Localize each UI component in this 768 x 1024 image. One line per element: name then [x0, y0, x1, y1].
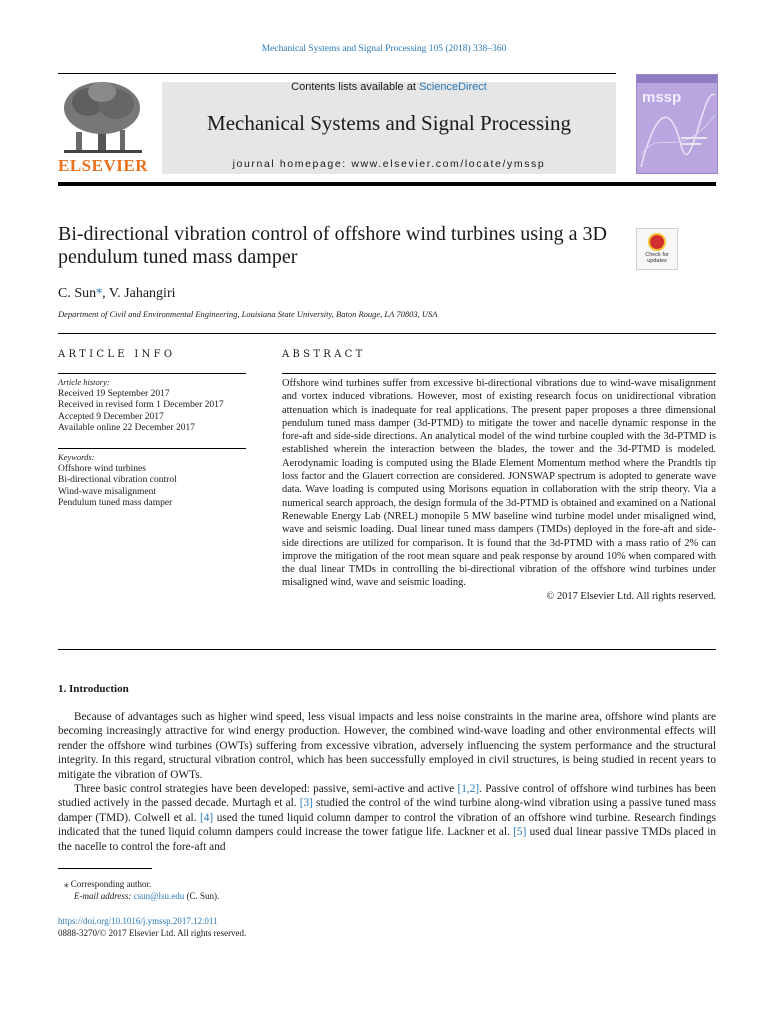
history-label: Article history:: [58, 377, 110, 387]
footnote-corresponding-text: Corresponding author.: [70, 879, 152, 889]
citation-link[interactable]: [5]: [513, 826, 527, 839]
history-item: Available online 22 December 2017: [58, 423, 195, 433]
footnote-rule: [58, 868, 152, 869]
keywords-rule: [58, 448, 246, 449]
author-separator: ,: [102, 286, 109, 301]
history-item: Received in revised form 1 December 2017: [58, 400, 224, 410]
author-list: [58, 282, 176, 302]
article-history: [58, 377, 258, 435]
corresponding-author-mark[interactable]: ⁎: [96, 282, 103, 296]
author-name: V. Jahangiri: [108, 286, 176, 301]
keyword-item: Pendulum tuned mass damper: [58, 498, 173, 508]
journal-name: Mechanical Systems and Signal Processing: [207, 111, 571, 135]
affiliation: Department of Civil and Environmental Engineering, Louisiana State University, Baton Rouge, LA 70803, USA: [58, 309, 438, 319]
paragraph-text: studied the control of the wind turbine along-wind vibration using a passive tuned mass damper (TMD). Colwell et al.: [58, 797, 716, 824]
bookmark-icon: [648, 233, 666, 251]
check-for-updates-badge[interactable]: [636, 228, 678, 270]
paragraph-text: used dual linear passive TMDs placed in the nacelle to control the fore-aft and: [58, 826, 716, 853]
paragraph-text: Three basic control strategies have been developed: passive, semi-active and active: [74, 783, 458, 795]
keyword-item: Wind-wave misalignment: [58, 486, 157, 497]
abstract-rule: [282, 373, 716, 374]
footnote-mark: ⁎: [64, 879, 69, 889]
article-info-heading: ARTICLE INFO: [58, 349, 176, 360]
footnote-email: [74, 890, 219, 902]
abstract-text: Offshore wind turbines suffer from excessive bi-directional vibrations due to wind-wave misalignment and vortex induced vibrations. However, most of existing research focus on unidirectional vibration attenuation which is inadequate for real applications. The present paper proposes a three dimensional pendulum tuned mass damper (3d-PTMD) to mitigate the tower and nacelle dynamic response in the fore-aft and side-side directions. An analytical model of the wind turbine coupled with the 3d-PTMD is established wherein the interaction between the blades, the tower and the 3d-PTMD is modeled. Aerodynamic loading is computed using the Blade Element Momentum method where the Prandtls tip loss factor and the Glauert correction are considered. JONSWAP spectrum is adopted to generate wave data. Wave loading is computed using Morisons equation in collaboration with the strip theory. Via a numerical search approach, the design formula of the 3d-PTMD is obtained and examined on a National Renewable Energy Lab (NREL) monopile 5 MW baseline wind turbine model under misaligned wind, wave and seismic loading. Dual linear tuned mass dampers (TMDs) deployed in the fore-aft and side-side directions are utilized for comparison. It is found that the 3d-PTMD with a mass ratio of 2% can improve the mitigation of the root mean square and peak response by around 10% when compared with the dual linear TMDs in controlling the bi-directional vibration of the offshore wind turbines under misaligned wind, wave and seismic loading.: [282, 378, 716, 589]
header-thick-rule: [58, 182, 716, 186]
header-top-rule: [58, 73, 616, 74]
keywords: [58, 452, 258, 510]
history-item: Accepted 9 December 2017: [58, 411, 164, 422]
keyword-item: Offshore wind turbines: [58, 463, 146, 474]
keyword-item: Bi-directional vibration control: [58, 475, 177, 485]
abstract-bottom-rule: [58, 649, 716, 650]
citation-link[interactable]: [4]: [199, 811, 214, 824]
email-suffix: (C. Sun).: [184, 891, 220, 901]
cover-title: mssp: [642, 89, 682, 106]
elsevier-tree-icon: [58, 80, 148, 156]
contents-prefix: Contents lists available at: [291, 81, 419, 93]
journal-homepage[interactable]: journal homepage: www.elsevier.com/locate/ymssp: [232, 158, 546, 170]
abstract-heading: ABSTRACT: [282, 349, 366, 360]
citation-link[interactable]: [1,2]: [457, 783, 480, 795]
abstract: [282, 377, 716, 603]
title-bottom-rule: [58, 333, 716, 334]
email-link[interactable]: csun@lsu.edu: [133, 891, 185, 901]
citation-link[interactable]: [3]: [299, 797, 313, 810]
doi-link[interactable]: https://doi.org/10.1016/j.ymssp.2017.12.011: [58, 916, 218, 926]
badge-label: Check for updates: [645, 252, 669, 264]
journal-citation[interactable]: Mechanical Systems and Signal Processing 105 (2018) 338–360: [261, 44, 507, 54]
history-item: Received 19 September 2017: [58, 388, 170, 399]
author-name: C. Sun: [58, 286, 97, 301]
paragraph-text: used the tuned liquid column damper to control the vibration of an offshore wind turbine. Research findings indicated that the tuned liquid column dampers could increase the tower fatigue life. Lackner et al.: [58, 811, 716, 839]
intro-paragraph-2: [58, 782, 716, 854]
contents-line: [162, 81, 616, 93]
abstract-copyright: © 2017 Elsevier Ltd. All rights reserved.: [546, 590, 716, 602]
intro-paragraph-1: Because of advantages such as higher wind speed, less visual impacts and less noise constraints in the marine area, offshore wind plants are becoming increasingly attractive for wind energy production. However, the combined wind-wave loading and other environmental effects will render the offshore wind turbines (OWTs) suffering from excessive vibration, adversely influencing the system performance and the structural integrity. In this regard, structural vibration control, which has been successfully employed in civil structures, is being studied in recent years to mitigate the vibration of OWTs.: [58, 711, 716, 781]
article-info-rule: [58, 373, 246, 374]
email-label: E-mail address:: [74, 891, 134, 901]
elsevier-wordmark: ELSEVIER: [58, 156, 148, 175]
section-heading-introduction: 1. Introduction: [58, 683, 129, 695]
keywords-label: Keywords:: [58, 452, 95, 462]
journal-cover-thumbnail[interactable]: [636, 74, 718, 174]
elsevier-logo: [58, 80, 148, 176]
issn-copyright: 0888-3270/© 2017 Elsevier Ltd. All rights reserved.: [58, 928, 247, 938]
article-title: Bi-directional vibration control of offshore wind turbines using a 3D pendulum tuned mass damper: [58, 223, 607, 268]
footnote-corresponding: [58, 878, 151, 890]
sciencedirect-link[interactable]: ScienceDirect: [418, 81, 487, 93]
paragraph-text: . Passive control of offshore wind turbines has been studied actively in the passed decade. Murtagh et al.: [58, 783, 716, 810]
